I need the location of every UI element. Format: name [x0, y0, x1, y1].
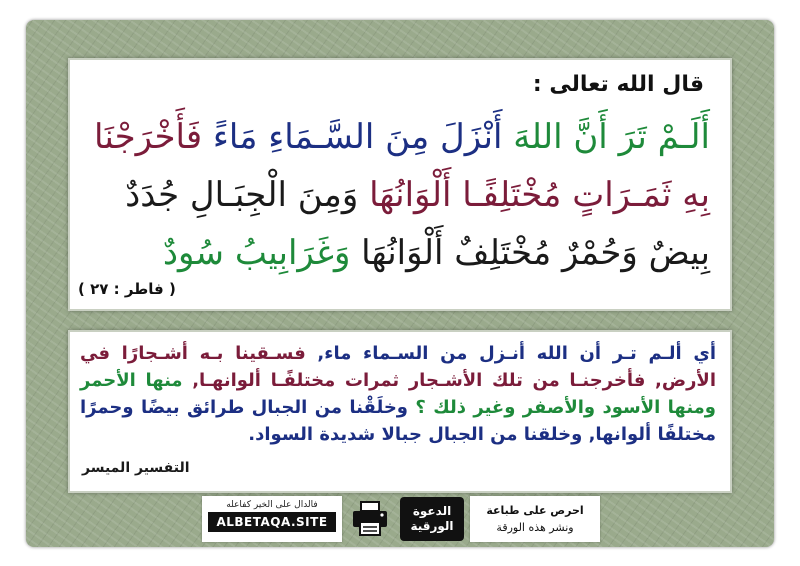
verse-segment: أَنْزَلَ مِنَ السَّـمَاءِ مَاءً	[202, 117, 503, 157]
tafsir-segment: أي ألـم تـر أن الله أنـزل من السـماء ماء,	[305, 343, 716, 364]
print-reminder-line-2: ونشر هذه الورقة	[496, 521, 574, 534]
verse-segment: أَلَـمْ تَرَ أَنَّ اللهَ	[502, 117, 710, 157]
verse-citation: ( فاطر : ٢٧ )	[78, 280, 176, 298]
logo-line-1: الدعوة	[412, 504, 452, 518]
footer-print-box	[470, 496, 600, 542]
footer-site-box	[202, 496, 342, 542]
verse-segment: وَغَرَابِيبُ سُودٌ	[162, 233, 351, 273]
tafsir-panel	[68, 330, 732, 493]
printer-icon	[350, 500, 390, 538]
tafsir-segment: فسـقينا بـه أشـجارًا في الأرض, فأخرجنـا من تلك الأشـجار ثمرات مختلفًـا ألوانهـا,	[80, 343, 716, 391]
dawah-logo	[400, 497, 464, 541]
footer-slogan: فالدال على الخير كفاعله	[226, 500, 318, 510]
tafsir-source: التفسير الميسر	[82, 460, 190, 476]
verse-segment: وَمِنَ الْجِبَـالِ جُدَدٌ بِيضٌ وَحُمْرٌ مُخْتَلِفٌ أَلْوَانُهَا	[125, 175, 710, 273]
logo-line-2: الورقية	[410, 519, 454, 533]
verse-intro: قال الله تعالى :	[532, 72, 704, 97]
verse-segment: فَأَخْرَجْنَا بِهِ ثَمَـرَاتٍ مُخْتَلِفًـا أَلْوَانُهَا	[94, 117, 710, 215]
tafsir-segment: منها الأحمر ومنها الأسود والأصفر وغير ذلك ؟	[80, 370, 716, 418]
tafsir-text	[80, 340, 716, 448]
verse-panel	[68, 58, 732, 311]
site-link[interactable]: ALBETAQA.SITE	[208, 512, 336, 532]
print-reminder-line-1: احرص على طباعة	[486, 504, 584, 517]
quran-verse	[80, 108, 710, 282]
tafsir-segment: وخلَقْنا من الجبال طرائق بيضًا وحمرًا مختلفًا ألوانها, وخلقنا من الجبال جبالا شديدة السواد.	[80, 397, 716, 445]
